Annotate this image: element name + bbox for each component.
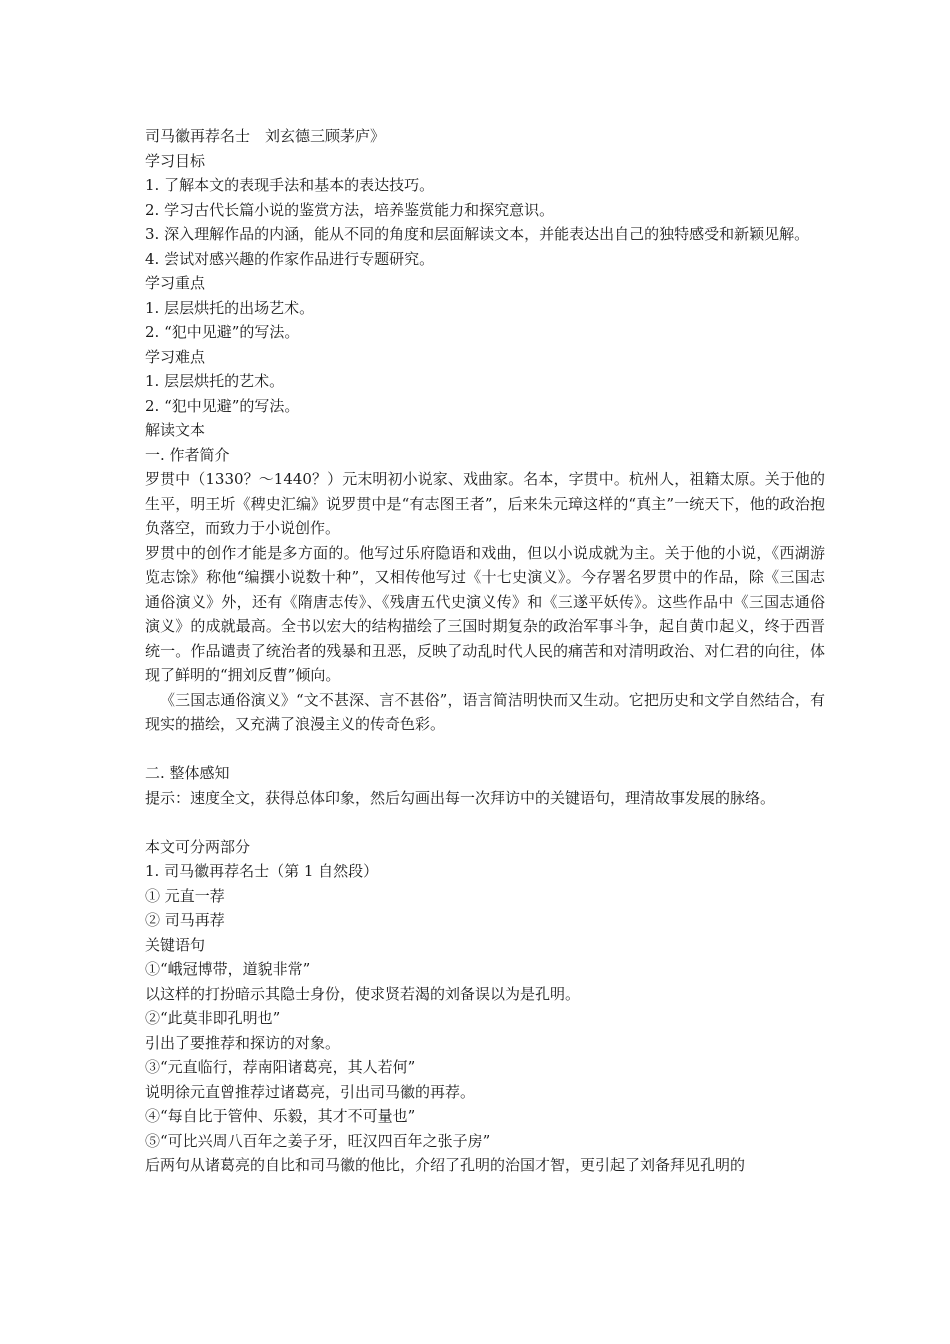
spacer <box>145 737 825 762</box>
key-point-item: 1. 层层烘托的出场艺术。 <box>145 298 315 317</box>
part-item: ② 司马再荐 <box>145 911 225 929</box>
overall-tip: 提示：速度全文，获得总体印象，然后勾画出每一次拜访中的关键语句，理清故事发展的脉络。 <box>145 788 776 807</box>
goal-item: 3. 深入理解作品的内涵，能从不同的角度和层面解读文本，并能表达出自己的独特感受和新颖见解。 <box>145 225 810 243</box>
difficulty-item: 1. 层层烘托的艺术。 <box>145 372 285 390</box>
spacer <box>145 810 825 835</box>
key-point-item: 2. “犯中见避”的写法。 <box>145 323 300 341</box>
author-paragraph: 《三国志通俗演义》“文不甚深、言不甚俗”，语言简洁明快而又生动。它把历史和文学自然结合，有现实的描绘，又充满了浪漫主义的传奇色彩。 <box>145 690 825 733</box>
difficulties-heading: 学习难点 <box>145 347 206 366</box>
author-paragraph: 罗贯中（1330？～1440？）元末明初小说家、戏曲家。名本，字贯中。杭州人，祖籍太原。关于他的生平，明王圻《稗史汇编》说罗贯中是“有志图王者”，后来朱元璋这样的“真主”一统天下，他的政治抱负落空，而致力于小说创作。 <box>145 470 825 537</box>
key-sentence: ③“元直临行，荐南阳诸葛亮，其人若何” <box>145 1058 416 1076</box>
learning-goals-heading: 学习目标 <box>145 151 206 170</box>
key-sentences-heading: 关键语句 <box>145 935 206 954</box>
key-sentence: ④“每自比于管仲、乐毅，其才不可量也” <box>145 1107 416 1125</box>
part-heading: 1. 司马徽再荐名士（第 1 自然段） <box>145 862 379 880</box>
author-heading: 一. 作者简介 <box>145 445 230 464</box>
document-title: 司马徽再荐名士 刘玄德三顾茅庐》 <box>145 127 386 145</box>
key-sentence-note: 后两句从诸葛亮的自比和司马徽的他比，介绍了孔明的治国才智，更引起了刘备拜见孔明的 <box>145 1156 746 1174</box>
key-sentence-note: 引出了要推荐和探访的对象。 <box>145 1033 341 1052</box>
goal-item: 2. 学习古代长篇小说的鉴赏方法，培养鉴赏能力和探究意识。 <box>145 200 555 219</box>
key-sentence-note: 说明徐元直曾推荐过诸葛亮，引出司马徽的再荐。 <box>145 1082 476 1101</box>
key-sentence-note: 以这样的打扮暗示其隐士身份，使求贤若渴的刘备误以为是孔明。 <box>145 984 581 1003</box>
goal-item: 4. 尝试对感兴趣的作家作品进行专题研究。 <box>145 249 435 268</box>
goal-item: 1. 了解本文的表现手法和基本的表达技巧。 <box>145 176 435 194</box>
author-paragraph: 罗贯中的创作才能是多方面的。他写过乐府隐语和戏曲，但以小说成就为主。关于他的小说，《西湖游览志馀》称他“编撰小说数十种”，又相传他写过《十七史演义》。今存署名罗贯中的作品，除《三国志通俗演义》外，还有《隋唐志传》、《残唐五代史演义传》和《三遂平妖传》。这些作品中《三国志通俗演义》的成就最高。全书以宏大的结构描绘了三国时期复杂的政治军事斗争，起自黄巾起义，终于西晋统一。作品谴责了统治者的残暴和丑恶，反映了动乱时代人民的痛苦和对清明政治、对仁君的向往，体现了鲜明的“拥刘反曹”倾向。 <box>145 543 825 684</box>
reading-heading: 解读文本 <box>145 421 206 439</box>
key-sentence: ⑤“可比兴周八百年之姜子牙，旺汉四百年之张子房” <box>145 1131 491 1150</box>
document-page <box>145 124 825 1178</box>
difficulty-item: 2. “犯中见避”的写法。 <box>145 396 300 415</box>
key-points-heading: 学习重点 <box>145 274 206 292</box>
part-item: ① 元直一荐 <box>145 886 225 905</box>
key-sentence: ①“峨冠博带，道貌非常” <box>145 960 311 978</box>
structure-intro: 本文可分两部分 <box>145 837 251 856</box>
key-sentence: ②“此莫非即孔明也” <box>145 1009 281 1027</box>
overall-heading: 二. 整体感知 <box>145 764 230 782</box>
